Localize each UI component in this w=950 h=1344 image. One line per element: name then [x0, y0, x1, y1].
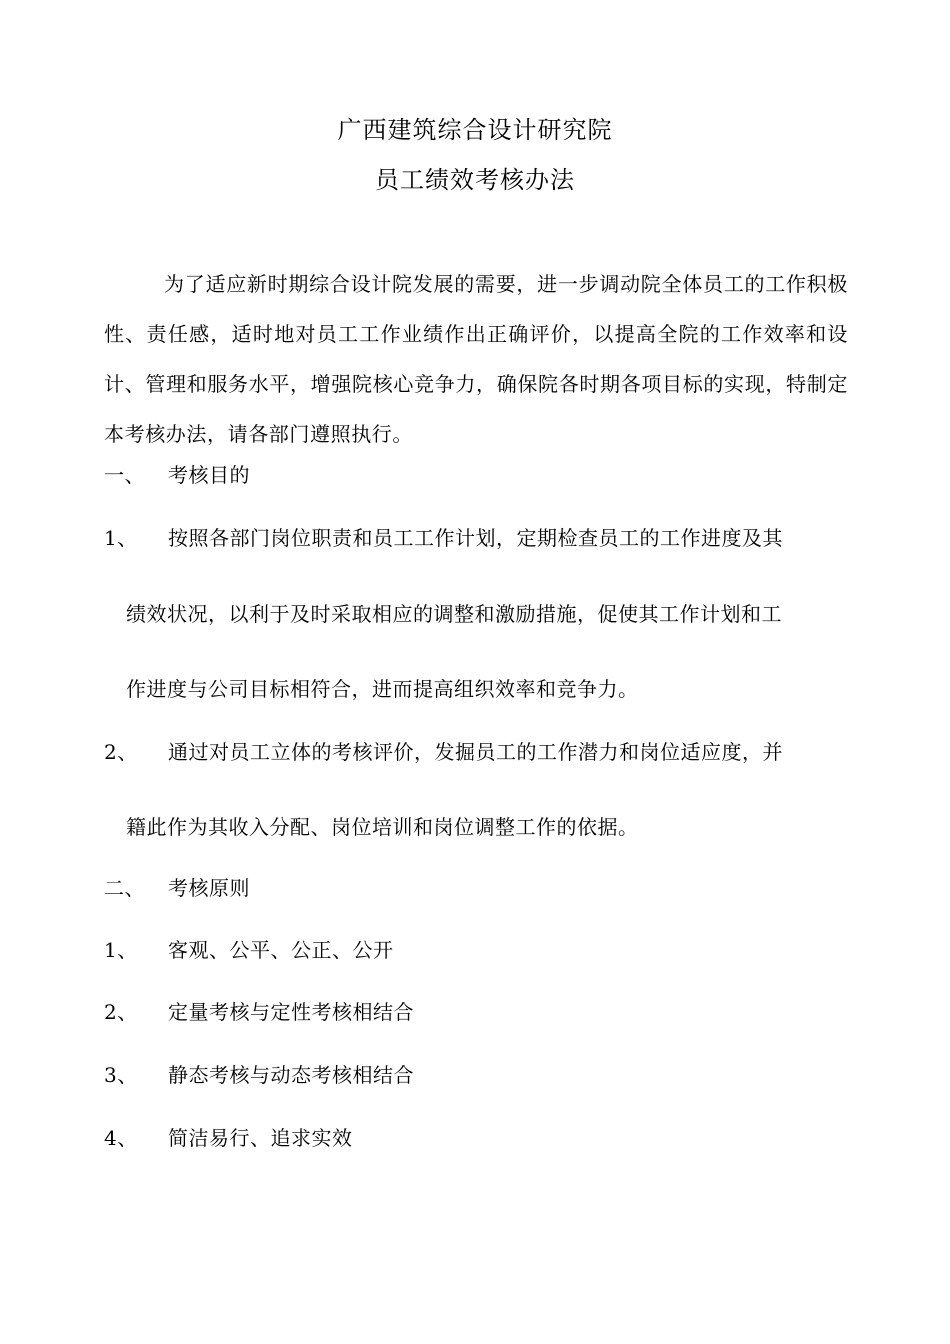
section2-number: 二、 [104, 876, 145, 900]
section1-number: 一、 [104, 463, 145, 487]
section1-item2-line2: 籍此作为其收入分配、岗位培训和岗位调整工作的依据。 [126, 815, 639, 839]
intro-paragraph: 为了适应新时期综合设计院发展的需要，进一步调动院全体员工的工作积极性、责任感，适时地对员工工作业绩作出正确评价，以提高全院的工作效率和设计、管理和服务水平，增强院核心竞争力，确保院各时期各项目标的实现，特制定本考核办法，请各部门遵照执行。 [104, 272, 848, 446]
section1-item1-number: 1、 [104, 526, 138, 550]
section1-item1-line2: 绩效状况，以利于及时采取相应的调整和激励措施，促使其工作计划和工 [126, 602, 782, 626]
document-subtitle: 员工绩效考核办法 [375, 166, 575, 194]
section2-item4-number: 4、 [104, 1126, 138, 1150]
section2-item1-number: 1、 [104, 938, 138, 962]
section1-item1-line3: 作进度与公司目标相符合，进而提高组织效率和竞争力。 [126, 677, 639, 701]
document-title: 广西建筑综合设计研究院 [337, 116, 613, 144]
section2-item3-text: 静态考核与动态考核相结合 [168, 1063, 414, 1087]
section2-item3-number: 3、 [104, 1063, 138, 1087]
section1-item1-line1: 按照各部门岗位职责和员工工作计划，定期检查员工的工作进度及其 [168, 526, 783, 550]
section1-item2-number: 2、 [104, 740, 138, 764]
section2-item4-text: 简洁易行、追求实效 [168, 1126, 353, 1150]
section1-heading: 考核目的 [168, 463, 250, 487]
section2-heading: 考核原则 [168, 876, 250, 900]
section2-item1-text: 客观、公平、公正、公开 [168, 938, 394, 962]
section1-item2-line1: 通过对员工立体的考核评价，发掘员工的工作潜力和岗位适应度，并 [168, 740, 783, 764]
section2-item2-number: 2、 [104, 1000, 138, 1024]
section2-item2-text: 定量考核与定性考核相结合 [168, 1000, 414, 1024]
